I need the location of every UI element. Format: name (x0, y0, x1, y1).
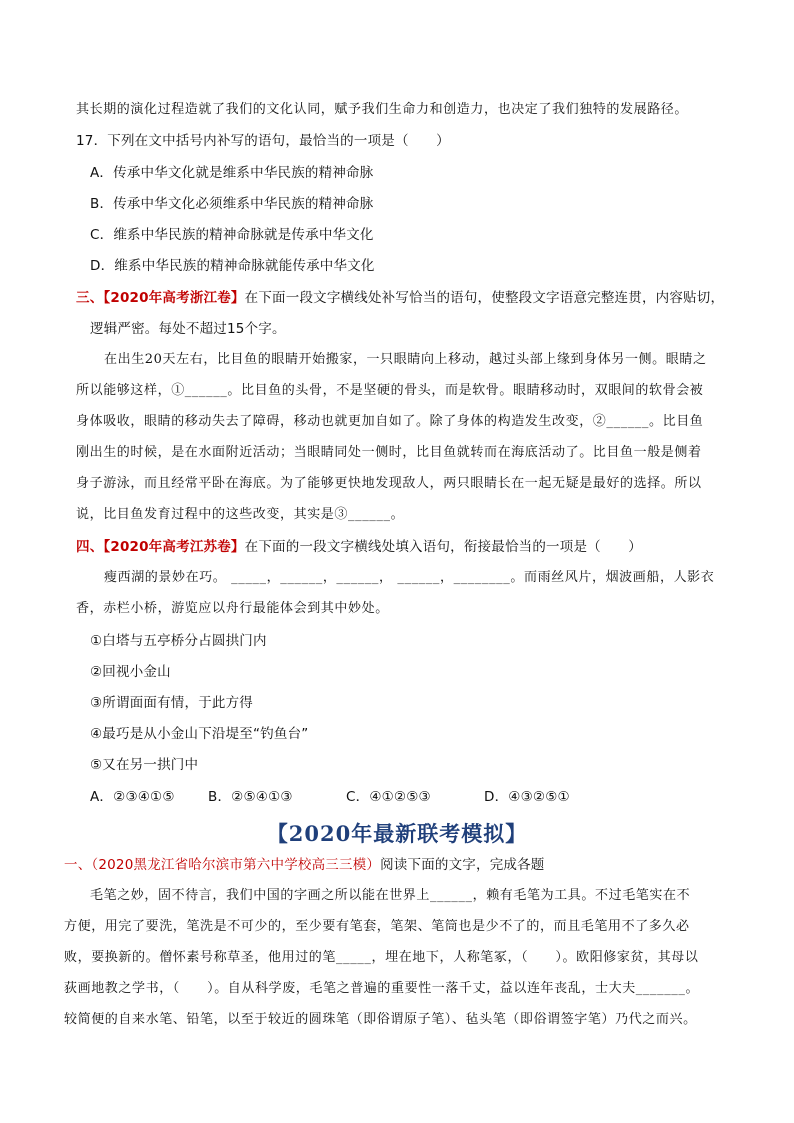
q17-option-d: D．维系中华民族的精神命脉就能传承中华文化 (90, 258, 375, 274)
sec4-item: ③所谓面面有情，于此方得 (90, 695, 254, 711)
sec1-passage-line: 方便，用完了要洗，笔洗是不可少的，至少要有笔套，笔架、笔筒也是少不了的，而且毛笔用不了多久必 (64, 919, 690, 934)
sec4-item: ⑤又在另一拱门中 (90, 757, 199, 773)
q17-stem: 17．下列在文中括号内补写的语句，最恰当的一项是（ ） (76, 133, 450, 149)
q17-option-c: C．维系中华民族的精神命脉就是传承中华文化 (90, 227, 374, 243)
sec1-passage-line: 败，要换新的。僧怀素号称草圣，他用过的笔_____，埋在地下，人称笔冢，（ ）。欧阳修家贫，其母以 (64, 950, 699, 965)
sec4-passage-line: 瘦西湖的景妙在巧。 _____，______，______， ______，________。而雨丝风片，烟波画船，人影衣 (104, 570, 715, 585)
sec3-passage-line: 身体吸收，眼睛的移动失去了障碍，移动也就更加自如了。除了身体的构造发生改变，②______。比目鱼 (76, 414, 704, 429)
sec3-stem-1: 在下面一段文字横线处补写恰当的语句，使整段文字语意完整连贯，内容贴切， (244, 290, 725, 306)
sec3-heading (76, 288, 724, 308)
sec4-choice-b: B．②⑤④①③ (208, 789, 293, 805)
sec4-source-tag: 【2020年高考江苏卷】 (103, 539, 245, 555)
intro-line: 其长期的演化过程造就了我们的文化认同，赋予我们生命力和创造力，也决定了我们独特的发展路径。 (76, 102, 689, 117)
sec3-number: 三、 (76, 290, 104, 306)
sec4-choice-d: D．④③②⑤① (484, 789, 570, 805)
sec3-passage-line: 说，比目鱼发育过程中的这些改变，其实是③______。 (76, 507, 405, 522)
sec3-passage-line: 刚出生的时候，是在水面附近活动；当眼睛同处一侧时，比目鱼就转而在海底活动了。比目鱼一般是侧着 (76, 445, 702, 460)
sec4-choice-a: A．②③④①⑤ (90, 789, 175, 805)
sec4-stem: 在下面的一段文字横线处填入语句，衔接最恰当的一项是（ ） (244, 539, 642, 555)
sec4-passage-line: 香，赤栏小桥，游览应以舟行最能体会到其中妙处。 (76, 601, 389, 616)
sec4-item: ①白塔与五亭桥分占圆拱门内 (90, 633, 267, 649)
sec4-number: 四、 (76, 539, 104, 555)
sec3-stem-2: 逻辑严密。每处不超过15个字。 (90, 321, 286, 337)
sec1-source-tag: 一、（2020黑龙江省哈尔滨市第六中学校高三三模） (64, 857, 381, 873)
sec3-source-tag: 【2020年高考浙江卷】 (103, 290, 245, 306)
sec3-passage-line: 在出生20天左右，比目鱼的眼睛开始搬家，一只眼睛向上移动，越过头部上缘到身体另一侧。眼睛之 (104, 352, 707, 367)
sec4-heading (76, 537, 642, 557)
sec1-passage-line: 荻画地教之学书，（ ）。自从科学废，毛笔之普遍的重要性一落千丈，益以连年丧乱，士大夫_______。 (64, 981, 700, 996)
sec4-choice-c: C．④①②⑤③ (346, 789, 431, 805)
sec1-heading (64, 855, 545, 875)
sec3-passage-line: 身子游泳，而且经常平卧在海底。为了能够更快地发现敌人，两只眼睛长在一起无疑是最好的选择。所以 (76, 476, 702, 491)
q17-option-a: A．传承中华文化就是维系中华民族的精神命脉 (90, 165, 374, 181)
sec1-stem: 阅读下面的文字，完成各题 (380, 857, 545, 873)
q17-option-b: B．传承中华文化必须维系中华民族的精神命脉 (90, 196, 374, 212)
sec3-passage-line: 所以能够这样，①______。比目鱼的头骨，不是坚硬的骨头，而是软骨。眼睛移动时，双眼间的软骨会被 (76, 383, 704, 398)
sec4-item: ④最巧是从小金山下沿堤至“钓鱼台” (90, 726, 309, 742)
sec4-item: ②回视小金山 (90, 664, 171, 680)
sec1-passage-line: 毛笔之妙，固不待言，我们中国的字画之所以能在世界上______，赖有毛笔为工具。不过毛笔实在不 (90, 888, 691, 903)
section-banner: 【2020年最新联考模拟】 (266, 821, 528, 846)
sec1-passage-line: 较简便的自来水笔、铅笔，以至于较近的圆珠笔（即俗谓原子笔）、毡头笔（即俗谓签字笔）乃代之而兴。 (64, 1012, 697, 1027)
